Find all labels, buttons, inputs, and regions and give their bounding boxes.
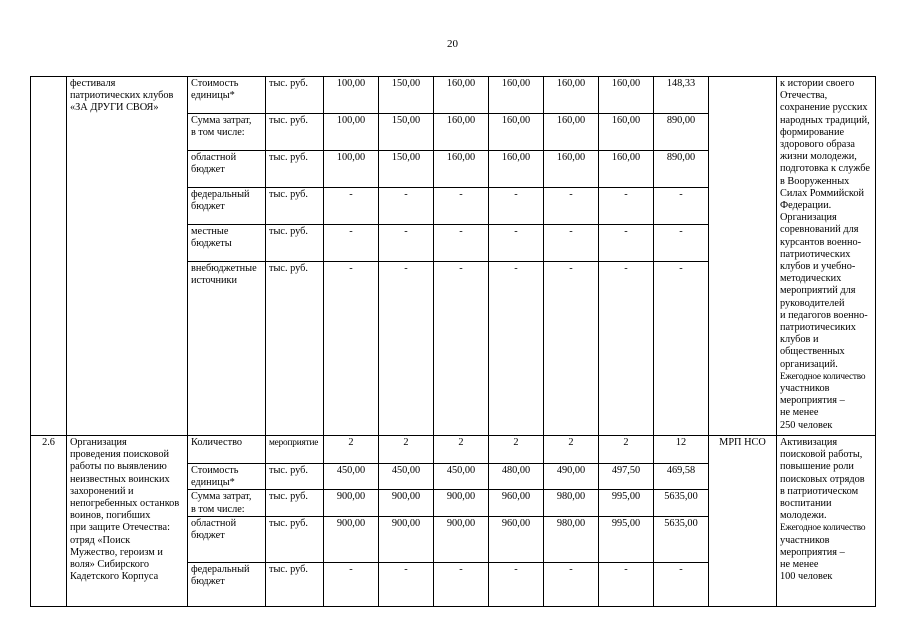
value-cell: 150,00: [379, 77, 434, 114]
unit-cell: тыс. руб.: [266, 262, 324, 436]
unit-cell: тыс. руб.: [266, 490, 324, 516]
value-cell: -: [434, 562, 489, 606]
row-number-cell: [31, 77, 67, 436]
value-cell: 980,00: [544, 516, 599, 562]
value-cell: 450,00: [379, 464, 434, 490]
value-cell: -: [324, 225, 379, 262]
unit-cell: тыс. руб.: [266, 114, 324, 151]
indicator-cell: областной бюджет: [188, 151, 266, 188]
total-cell: 5635,00: [654, 516, 709, 562]
result-cell: [777, 436, 876, 607]
activity-name: фестиваля патриотических клубов «ЗА ДРУГИ СВОЯ»: [67, 77, 188, 436]
value-cell: -: [544, 188, 599, 225]
value-cell: -: [434, 262, 489, 436]
table-row: [31, 436, 876, 464]
value-cell: 160,00: [434, 151, 489, 188]
value-cell: -: [544, 262, 599, 436]
value-cell: 160,00: [544, 114, 599, 151]
value-cell: 2: [324, 436, 379, 464]
indicator-cell: местные бюджеты: [188, 225, 266, 262]
value-cell: 160,00: [434, 114, 489, 151]
total-cell: 890,00: [654, 114, 709, 151]
executor-cell: [709, 77, 777, 436]
value-cell: -: [324, 262, 379, 436]
value-cell: -: [544, 225, 599, 262]
total-cell: 12: [654, 436, 709, 464]
value-cell: -: [489, 188, 544, 225]
value-cell: 2: [599, 436, 654, 464]
total-cell: -: [654, 262, 709, 436]
value-cell: 450,00: [434, 464, 489, 490]
value-cell: -: [379, 188, 434, 225]
total-cell: 5635,00: [654, 490, 709, 516]
value-cell: 2: [544, 436, 599, 464]
unit-cell: тыс. руб.: [266, 516, 324, 562]
value-cell: 995,00: [599, 490, 654, 516]
value-cell: -: [379, 225, 434, 262]
unit-cell: тыс. руб.: [266, 225, 324, 262]
total-cell: 469,58: [654, 464, 709, 490]
value-cell: 900,00: [324, 516, 379, 562]
value-cell: -: [599, 225, 654, 262]
unit-cell: тыс. руб.: [266, 151, 324, 188]
value-cell: 2: [489, 436, 544, 464]
indicator-cell: Стоимость единицы*: [188, 77, 266, 114]
value-cell: 995,00: [599, 516, 654, 562]
result-text: Активизация поисковой работы, повышение роли поисковых отрядов в патриотическом воспитании молодежи.: [780, 437, 865, 522]
value-cell: 900,00: [434, 516, 489, 562]
result-text: к истории своего Отечества, сохранение русских народных традиций, формирование здорового образа жизни молодежи, подготовка к службе в Вооруженных Силах Роммийской Федерации. Организация соревнований для курсантов военно- патриотических клубов и учебно- методических мероприятий для руководителей и педагогов военно- патриотичесиких клубов и общественных организаций.: [780, 78, 870, 370]
indicator-cell: федеральный бюджет: [188, 562, 266, 606]
value-cell: 160,00: [599, 151, 654, 188]
value-cell: 100,00: [324, 114, 379, 151]
indicator-cell: Сумма затрат, в том числе:: [188, 490, 266, 516]
total-cell: -: [654, 188, 709, 225]
value-cell: -: [379, 562, 434, 606]
table-row: [31, 77, 876, 114]
unit-cell: тыс. руб.: [266, 464, 324, 490]
value-cell: -: [324, 188, 379, 225]
value-cell: -: [599, 188, 654, 225]
value-cell: 497,50: [599, 464, 654, 490]
result-tail: участников мероприятия – не менее 250 человек: [780, 383, 845, 431]
value-cell: -: [489, 262, 544, 436]
value-cell: -: [434, 225, 489, 262]
row-number-cell: 2.6: [31, 436, 67, 607]
value-cell: -: [489, 562, 544, 606]
value-cell: -: [489, 225, 544, 262]
value-cell: -: [599, 562, 654, 606]
value-cell: 2: [379, 436, 434, 464]
value-cell: 160,00: [599, 114, 654, 151]
unit-cell: мероприятие: [266, 436, 324, 464]
unit-cell: тыс. руб.: [266, 77, 324, 114]
value-cell: -: [544, 562, 599, 606]
value-cell: 2: [434, 436, 489, 464]
value-cell: 150,00: [379, 114, 434, 151]
activity-name: Организация проведения поисковой работы по выявлению неизвестных воинских захоронений и непогребенных останков воинов, погибших при защите Отечества: отряд «Поиск Мужество, героизм и воля» Сибирского Кадетского Корпуса: [67, 436, 188, 607]
value-cell: 980,00: [544, 490, 599, 516]
value-cell: 160,00: [489, 77, 544, 114]
program-table: [30, 76, 876, 607]
value-cell: 150,00: [379, 151, 434, 188]
page-number: 20: [447, 38, 458, 50]
result-count-label: Ежегодное количество: [780, 371, 866, 382]
result-count-label: Ежегодное количество: [780, 523, 866, 534]
unit-cell: тыс. руб.: [266, 562, 324, 606]
indicator-cell: Стоимость единицы*: [188, 464, 266, 490]
value-cell: 480,00: [489, 464, 544, 490]
total-cell: 148,33: [654, 77, 709, 114]
value-cell: -: [379, 262, 434, 436]
value-cell: 490,00: [544, 464, 599, 490]
value-cell: 900,00: [379, 516, 434, 562]
total-cell: 890,00: [654, 151, 709, 188]
executor-cell: МРП НСО: [709, 436, 777, 607]
value-cell: -: [599, 262, 654, 436]
value-cell: 900,00: [379, 490, 434, 516]
value-cell: -: [324, 562, 379, 606]
indicator-cell: федеральный бюджет: [188, 188, 266, 225]
value-cell: 100,00: [324, 77, 379, 114]
result-cell: [777, 77, 876, 436]
value-cell: 160,00: [489, 151, 544, 188]
value-cell: 160,00: [599, 77, 654, 114]
indicator-cell: Сумма затрат, в том числе:: [188, 114, 266, 151]
value-cell: 960,00: [489, 490, 544, 516]
value-cell: 160,00: [489, 114, 544, 151]
unit-cell: тыс. руб.: [266, 188, 324, 225]
value-cell: 450,00: [324, 464, 379, 490]
total-cell: -: [654, 225, 709, 262]
value-cell: 900,00: [324, 490, 379, 516]
value-cell: 160,00: [434, 77, 489, 114]
value-cell: -: [434, 188, 489, 225]
indicator-cell: Количество: [188, 436, 266, 464]
value-cell: 160,00: [544, 77, 599, 114]
result-tail: участников мероприятия – не менее 100 человек: [780, 534, 845, 583]
value-cell: 100,00: [324, 151, 379, 188]
indicator-cell: областной бюджет: [188, 516, 266, 562]
total-cell: -: [654, 562, 709, 606]
value-cell: 960,00: [489, 516, 544, 562]
indicator-cell: внебюджетные источники: [188, 262, 266, 436]
value-cell: 160,00: [544, 151, 599, 188]
value-cell: 900,00: [434, 490, 489, 516]
